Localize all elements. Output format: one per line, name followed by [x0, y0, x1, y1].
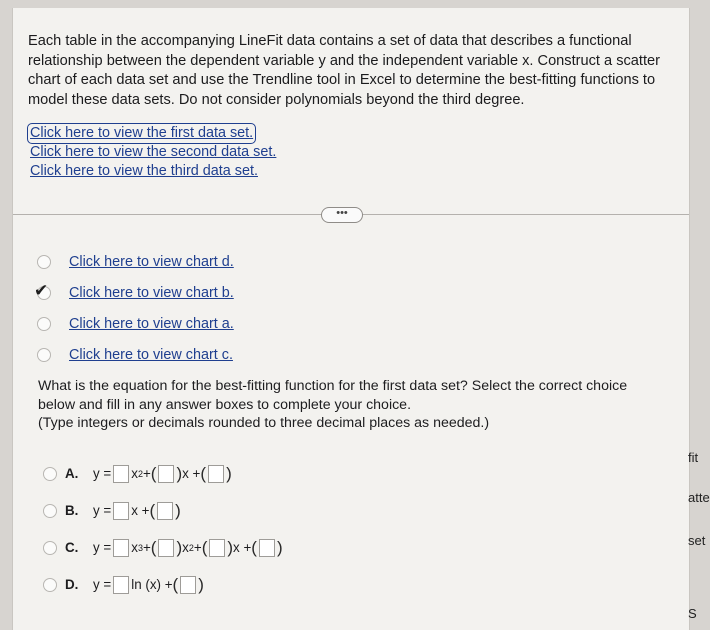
paren: ) [175, 500, 181, 520]
chart-d-link[interactable]: Click here to view chart d. [69, 253, 234, 270]
chart-option-b[interactable] [34, 277, 234, 308]
chart-option-c[interactable] [37, 339, 234, 370]
answer-option-b[interactable] [43, 492, 283, 529]
paren: ) [276, 537, 283, 557]
answer-box[interactable] [180, 576, 196, 594]
radio-button[interactable] [37, 348, 51, 362]
x-term: x [131, 466, 138, 481]
chart-option-d[interactable] [37, 246, 234, 277]
y-label: y = [93, 503, 112, 518]
plus-sign: + [193, 540, 202, 555]
paren: ) [176, 463, 183, 483]
paren: ) [198, 574, 204, 594]
y-label: y = [93, 540, 112, 555]
answer-option-d[interactable] [43, 566, 283, 603]
answer-box[interactable] [208, 465, 224, 483]
answer-box[interactable] [259, 539, 275, 557]
paren: ( [150, 463, 157, 483]
x-plus: x + [182, 466, 201, 481]
exponent: 2 [137, 468, 143, 479]
plus-sign: + [142, 540, 151, 555]
answer-box[interactable] [157, 502, 173, 520]
side-text: S [688, 606, 697, 621]
option-letter: D. [65, 577, 79, 592]
answer-option-a[interactable] [43, 455, 283, 492]
instruction: (Type integers or decimals rounded to three decimal places as needed.) [38, 415, 490, 431]
answer-choices [43, 455, 283, 603]
x-plus: x + [131, 503, 150, 518]
answer-box[interactable] [113, 539, 129, 557]
side-text: atte [688, 490, 710, 505]
y-label: y = [93, 466, 112, 481]
first-data-set-link[interactable]: Click here to view the first data set. [30, 125, 254, 141]
more-button[interactable]: ••• [321, 207, 363, 223]
data-links [30, 124, 276, 181]
radio-button[interactable] [43, 504, 57, 518]
radio-button[interactable] [37, 317, 51, 331]
radio-button[interactable] [43, 541, 57, 555]
answer-box[interactable] [158, 465, 174, 483]
paren: ( [251, 537, 257, 557]
plus-sign: + [142, 466, 151, 481]
chart-option-a[interactable] [37, 308, 234, 339]
radio-button[interactable] [43, 578, 57, 592]
x-plus: x + [233, 540, 252, 555]
y-label: y = [93, 577, 112, 592]
paren: ( [200, 463, 207, 483]
answer-box[interactable] [113, 502, 129, 520]
x-term: x [182, 540, 189, 555]
answer-option-c[interactable] [43, 529, 283, 566]
paren: ( [149, 500, 156, 520]
radio-button[interactable] [43, 467, 57, 481]
paren: ) [227, 537, 234, 557]
exponent: 3 [137, 542, 143, 553]
radio-button-checked[interactable] [34, 280, 51, 300]
answer-box[interactable] [113, 465, 129, 483]
paren: ) [226, 463, 232, 483]
side-text: fit [688, 450, 699, 465]
option-letter: B. [65, 503, 79, 518]
chart-a-link[interactable]: Click here to view chart a. [69, 315, 234, 332]
exponent: 2 [188, 542, 194, 553]
side-text: set [688, 533, 706, 548]
paren: ( [150, 537, 157, 557]
chart-b-link[interactable]: Click here to view chart b. [69, 284, 234, 301]
answer-box[interactable] [158, 539, 174, 557]
second-data-set-link[interactable]: Click here to view the second data set. [30, 144, 277, 160]
question-card [12, 8, 690, 630]
question: What is the equation for the best-fitting function for the first data set? Select the correct choice below and fill in any answer boxes to complete your choice. [38, 378, 628, 413]
option-letter: C. [65, 540, 79, 555]
answer-box[interactable] [209, 539, 225, 557]
question-text [38, 377, 658, 433]
third-data-set-link[interactable]: Click here to view the third data set. [30, 163, 258, 179]
paren: ( [172, 574, 179, 594]
ln-term: ln (x) + [131, 577, 173, 592]
problem-statement: Each table in the accompanying LineFit data contains a set of data that describes a functional relationship between the dependent variable y and the independent variable x. Construct a scatter chart of each data set and use the Trendline tool in Excel to determine the best-fitting functions to model these data sets. Do not consider polynomials beyond the third degree. [28, 33, 660, 108]
radio-button[interactable] [37, 255, 51, 269]
paren: ( [201, 537, 208, 557]
chart-options [34, 246, 234, 370]
option-letter: A. [65, 466, 79, 481]
answer-box[interactable] [113, 576, 129, 594]
chart-c-link[interactable]: Click here to view chart c. [69, 346, 233, 363]
x-term: x [131, 540, 138, 555]
checkmark-icon: ✔ [34, 280, 49, 300]
paren: ) [176, 537, 183, 557]
